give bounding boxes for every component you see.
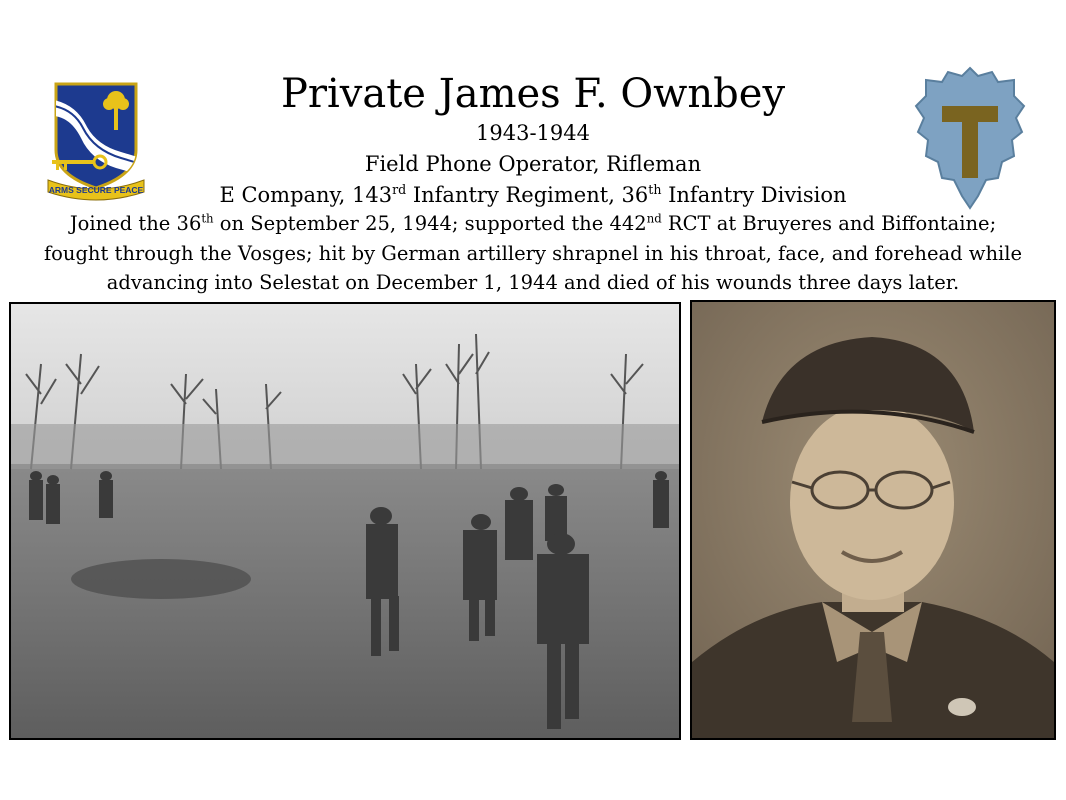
unit-text-2: Infantry Regiment, 36 — [406, 183, 649, 207]
service-role: Field Phone Operator, Rifleman — [364, 152, 702, 176]
bio-text-1b: on September 25, 1944; supported the 442 — [213, 212, 647, 235]
unit-sup-2: th — [648, 182, 662, 197]
field-photo — [9, 302, 681, 740]
page-title: Private James F. Ownbey — [280, 71, 786, 117]
unit-sup-1: rd — [392, 182, 407, 197]
unit-text-3: Infantry Division — [661, 183, 847, 207]
crest-motto: ARMS SECURE PEACE — [48, 185, 144, 195]
unit-text-1: E Company, 143 — [219, 183, 393, 207]
bio-line-1 — [0, 212, 1066, 236]
unit-line — [0, 180, 1066, 210]
bio-text-1c: RCT at Bruyeres and Biffontaine; — [661, 212, 997, 235]
bio-sup-1: th — [201, 211, 214, 226]
bio-line-3: advancing into Selestat on December 1, 1944 and died of his wounds three days later. — [106, 271, 960, 294]
bio-text-1a: Joined the 36 — [69, 212, 202, 235]
portrait-image — [692, 302, 1054, 738]
service-years: 1943-1944 — [476, 121, 590, 145]
portrait-photo — [690, 300, 1056, 740]
bio-sup-2: nd — [646, 211, 662, 226]
field-photo-image — [11, 304, 679, 738]
collar-insignia-icon — [948, 698, 976, 716]
bio-line-2: fought through the Vosges; hit by German artillery shrapnel in his throat, face, and forehead while — [43, 242, 1023, 265]
